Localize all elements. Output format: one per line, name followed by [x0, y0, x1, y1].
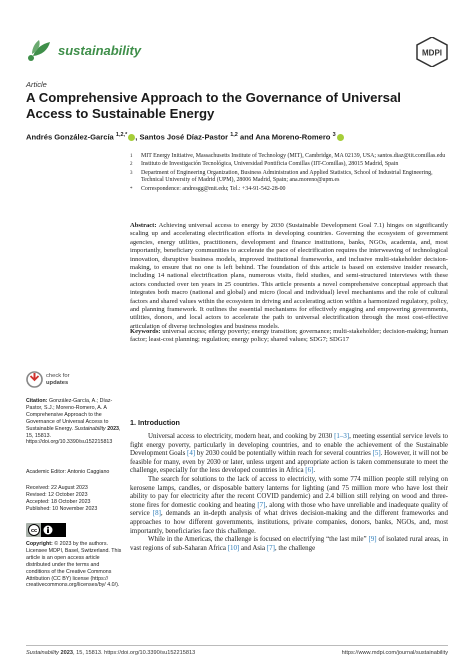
affiliation-item [130, 170, 448, 185]
copyright-notice [26, 541, 122, 589]
affiliations [130, 153, 448, 194]
orcid-icon[interactable] [337, 134, 344, 141]
affiliation-text: Instituto de Investigación Tecnológica, Universidad Pontificia Comillas (IIT-Comillas), 28015 Madrid, Spain [141, 161, 399, 168]
copyright-text: © 2023 by the authors. Licensee MDPI, Basel, Switzerland. This article is an open access article distributed under the terms and conditions of the Creative Commons Attribution (CC BY) license (https:// creativecommons.org/licenses/by/ 4.0/). [26, 541, 122, 589]
check-updates-line2: updates [46, 379, 69, 386]
footer-journal: Sustainability [26, 650, 59, 656]
author-affiliation-marker: 1,2,* [115, 132, 128, 138]
keywords-label: Keywords: [130, 328, 161, 335]
keywords [130, 328, 448, 345]
copyright-label: Copyright: [26, 541, 53, 547]
affiliation-item [130, 161, 448, 168]
date-published: Published: 10 November 2023 [26, 505, 98, 512]
author-list [26, 132, 446, 142]
citation-link[interactable]: [7] [266, 543, 275, 552]
footer-journal-link[interactable]: https://www.mdpi.com/journal/sustainability [341, 650, 448, 656]
svg-text:cc: cc [30, 528, 38, 535]
check-for-updates-button[interactable] [26, 370, 106, 392]
abstract-text: Achieving universal access to energy by 2030 (Sustainable Development Goal 7.1) hinges on significantly scaling up and accelerating electrification efforts in developing countries. Governing the ecosystem of government agencies, energy utilities, practitioners, development and finance institutions, banks, NGOs, academia, and, most importantly, beneficiary communities to accelerate the pace of electrification requires the interweaving of technological innovation, disruptive business models, improved institutional frameworks, and inclusive multi-stakeholder decision-making, to ensure that no one is left behind. The foundation of this article is based on extensive insider research, including 14 national electrification plans, numerous visits, field studies, and semi-structured interviews with these actors conducted over ten years in 25 countries. This article presents a novel comprehensive conceptual approach that integrates both macro (national and global) and micro (local and individual) level mechanisms and the role of cultural factors and shared values within the ecosystem in driving and accelerating action within a harmonized regulatory, policy, and planning framework. It outlines the essential mechanisms for effectively engaging and empowering governments, utilities, donors, and local actors to accelerate the path to universal electrification through the most cost-effective articulation of diverse technologies and business models. [130, 222, 448, 330]
author-name[interactable]: Andrés González-García [26, 132, 114, 142]
abstract [130, 222, 448, 331]
citation-year: 2023 [107, 425, 119, 432]
affiliation-text: Department of Engineering Organization, Business Administration and Applied Statistics, School of Industrial Engineering, Technical University of Madrid (UPM), 28006 Madrid, Spain; ana.moreno@upm.es [141, 169, 433, 184]
check-updates-line1: check for [46, 373, 70, 379]
mdpi-logo[interactable] [416, 37, 448, 67]
mdpi-logo-text: MDPI [422, 48, 442, 58]
correspondence [130, 186, 448, 193]
citation-link[interactable]: [1–3] [334, 432, 350, 440]
citation-label: Citation: [26, 398, 48, 404]
keywords-text: universal access; energy poverty; energy transition; governance; multi-stakeholder; decision-making; human factor; least-cost planning; regulation; energy policy; shared values; SDG7; SDG17 [130, 328, 449, 344]
citation-link[interactable]: [9] [368, 535, 377, 544]
introduction-body [130, 432, 448, 552]
sustainability-leaf-icon [26, 38, 52, 64]
affiliation-marker: 1 [130, 154, 133, 159]
date-accepted: Accepted: 18 October 2023 [26, 498, 91, 505]
article-type: Article [26, 80, 47, 89]
paragraph: Universal access to electricity, modern heat, and cooking by 2030 [1–3], meeting essential service levels to fight energy poverty, particularly in developing countries, and to enable the achievement of the Sustainable Development Goals [4] by 2030 could be potentially within reach for several countries [5]. However, it will not be feasible for many, even by 2030 or later, unless urgent and appropriate action is taken commensurate to meet the challenge, especially for the less developed countries in Africa [6]. [130, 432, 449, 475]
citation-text: González-García, A.; Díaz-Pastor, S.J.; Moreno-Romero, A. A Comprehensive Approach to the Governance of Universal Access to Sustainable Energy. [26, 398, 113, 432]
citation-link[interactable]: [10] [227, 543, 240, 552]
author-name[interactable]: Ana Moreno-Romero [255, 132, 331, 142]
date-received: Received: 22 August 2023 [26, 485, 88, 491]
affiliation-marker: 3 [130, 170, 133, 176]
date-revised: Revised: 12 October 2023 [26, 491, 88, 498]
paragraph: While in the Americas, the challenge is focused on electrifying “the last mile” [9] of isolated rural areas, in vast regions of sub-Saharan Africa [10] and Asia [7], the challenge [130, 535, 448, 552]
affiliation-marker: 2 [130, 162, 133, 168]
cc-by-license-icon[interactable] [26, 523, 66, 537]
correspondence-marker: * [130, 186, 133, 192]
academic-editor: Academic Editor: Antonio Caggiano [26, 469, 110, 475]
citation-link[interactable]: [4] [187, 449, 196, 458]
author-affiliation-marker: 3 [332, 132, 336, 138]
footer-divider [26, 645, 448, 646]
footer-citation [26, 650, 195, 656]
journal-name[interactable]: sustainability [58, 43, 142, 58]
citation-link[interactable]: [5] [372, 449, 381, 458]
journal-header [26, 36, 448, 70]
author-name[interactable]: Santos José Díaz-Pastor [139, 132, 229, 142]
affiliation-item [130, 153, 448, 160]
correspondence-text[interactable]: Correspondence: andresgg@mit.edu; Tel.: +34-91-542-28-00 [141, 185, 286, 192]
citation-block [26, 398, 122, 446]
author-affiliation-marker: 1,2 [230, 132, 238, 138]
citation-doi[interactable]: , 15, 15813. https://doi.org/10.3390/su152215813 [26, 425, 121, 446]
citation-link[interactable]: [8] [152, 509, 161, 518]
author-separator: , [135, 132, 140, 142]
citation-journal: Sustainability [74, 425, 106, 432]
citation-link[interactable]: [6] [305, 466, 314, 475]
abstract-label: Abstract: [130, 222, 157, 229]
check-for-updates-icon [26, 371, 43, 388]
citation-link[interactable]: [7] [257, 500, 266, 509]
section-heading: 1. Introduction [130, 418, 180, 427]
author-separator: and [237, 132, 256, 142]
affiliation-text: MIT Energy Initiative, Massachusetts Institute of Technology (MIT), Cambridge, MA 02139, USA; santos.diaz@iit.comillas.edu [141, 153, 446, 159]
paragraph: The search for solutions to the lack of access to electricity, with some 774 million people still relying on kerosene lamps, candles, or disposable battery lanterns for lighting (and 75 million more who have lost their ability to pay for electricity after the recent COVID pandemic) and 2.4 billion still relying on wood and three-stone fires for domestic cooking and heating [7], along with those who have unreliable and inadequate quality of service [8], demands an in-depth analysis of what drives decision-making and the different frameworks and approaches to how different governments, institutions, private companies, donors, banks, NGOs, and, most importantly, beneficiaries face this challenge. [130, 474, 449, 535]
publication-dates [26, 485, 122, 513]
check-for-updates-label [46, 373, 70, 386]
footer-doi[interactable]: , 15, 15813. https://doi.org/10.3390/su152215813 [72, 650, 196, 656]
footer-year: 2023 [60, 650, 73, 656]
article-title: A Comprehensive Approach to the Governance of Universal Access to Sustainable Energy [26, 90, 401, 121]
